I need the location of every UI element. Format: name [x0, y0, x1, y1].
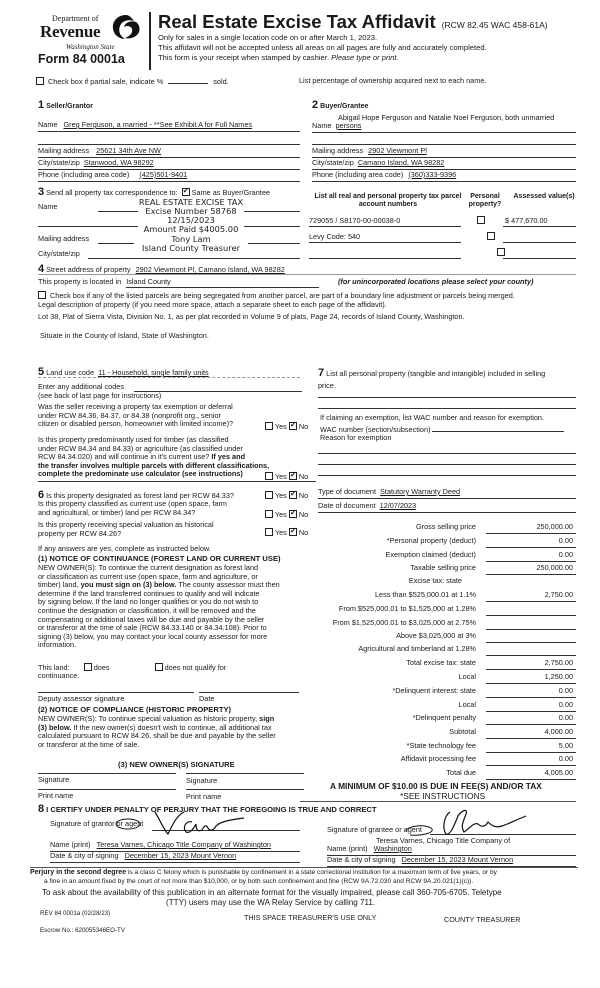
legal-description-line2[interactable]: Situate in the County of Island, State of Washington.	[40, 331, 209, 340]
grantee-agent-circle-icon	[402, 823, 436, 837]
fee-row-exemption: Exemption claimed (deduct) 0.00	[300, 551, 580, 564]
parcel-row-1-personal-checkbox[interactable]	[477, 216, 485, 224]
segregate-row: Check box if any of the listed parcels are being segregated from another parcel, are part of a boundary line adjustment or parcels being merged.	[38, 291, 515, 301]
document-date-field[interactable]: Date of document 12/07/2023	[318, 502, 576, 513]
parcel-row-2[interactable]: Levy Code: 540	[309, 233, 461, 243]
current-use-yes-no: Yes ✓ No	[265, 510, 308, 520]
parcel-row-1[interactable]: 729055 / S8170-00-00038-0	[309, 217, 461, 227]
grantee-date-value: December 15, 2023 Mount Vernon	[401, 855, 514, 864]
accessibility-line1: To ask about the availability of this publication in an alternate format for the visually impaired, please call 360-705-6705. Teletype	[42, 888, 502, 897]
property-street-row: 4 Street address of property 2902 Viewmont Pl, Camano Island, WA 98282	[38, 263, 576, 275]
seller-phone-field[interactable]: Phone (including area code) (425)501-9401	[38, 171, 300, 182]
perjury-notice: Perjury in the second degree is a class C felony which is punishable by confinement in a state correctional institution for a maximum term of five years, or by	[30, 869, 497, 876]
seller-phone-value: (425)501-9401	[139, 170, 188, 179]
title-text: Real Estate Excise Tax Affidavit	[158, 11, 436, 32]
dor-logo	[36, 12, 146, 52]
exemption-yes-no: Yes ✓ No	[265, 422, 308, 432]
parcel-row-1-value[interactable]: $ 477,670.00	[503, 217, 576, 227]
treasurer-use-label: THIS SPACE TREASURER'S USE ONLY	[244, 913, 377, 922]
legal-description-line1[interactable]: Lot 38, Plat of Sierra Vista, Division No. 1, as per plat recorded in Volume 9 of plats, Page 24, records of Island County, Washington.	[38, 312, 465, 321]
reason-line2[interactable]	[318, 464, 576, 465]
header-note-2: This affidavit will not be accepted unless all areas on all pages are fully and accurately completed.	[158, 43, 487, 52]
buyer-city-field[interactable]: City/state/zip Camano Island, WA 98282	[312, 159, 576, 170]
personal-property-label: 7 List all personal property (tangible and intangible) included in selling price.	[318, 367, 546, 390]
owner1-print-label: Print name	[38, 791, 74, 800]
grantor-signature-label: Signature of grantor or agent	[50, 819, 144, 828]
fee-row-local: Local 1,250.00	[300, 673, 580, 686]
exemption-yes-checkbox[interactable]	[265, 422, 273, 430]
land-does-checkbox[interactable]	[84, 663, 92, 671]
parcel-row-3[interactable]	[309, 249, 461, 259]
same-as-buyer-checkbox[interactable]	[182, 188, 190, 196]
corr-mailing-field[interactable]	[98, 235, 134, 244]
reason-line3[interactable]	[318, 475, 576, 476]
current-use-yes-checkbox[interactable]	[265, 510, 273, 518]
partial-sale-percent-input[interactable]	[168, 76, 208, 84]
fee-row-delinquent-interest-state: *Delinquent interest: state 0.00	[300, 687, 580, 700]
this-land-row: This land: does does not qualify for	[38, 663, 227, 672]
additional-codes-label: Enter any additional codes	[38, 382, 124, 391]
fee-row-tier1: Less than $525,000.01 at 1.1% 2,750.00	[300, 591, 580, 604]
corr-city-label: City/state/zip	[38, 249, 80, 258]
grantee-signature-label: Signature of grantee or agent	[327, 825, 422, 834]
partial-sale-label: Check box if partial sale, indicate %	[48, 77, 164, 86]
parcel-col-header: List all real and personal property tax parcel account numbers	[314, 193, 462, 209]
legal-description-label: Legal description of property (if you need more space, attach a separate sheet to each page of the affidavit).	[38, 300, 387, 309]
deputy-signature-label: Deputy assessor signature	[38, 694, 125, 703]
owner2-print-line[interactable]	[186, 789, 304, 790]
historic-question: Is this property receiving special valuation as historical property per RCW 84.26?	[38, 520, 214, 538]
exemption-no-checkbox[interactable]	[289, 422, 297, 430]
forest-question: 6 Is this property designated as forest land per RCW 84.33?	[38, 489, 234, 501]
grantor-name-field[interactable]: Name (print) Teresa Varnes, Chicago Title Company of Washington	[50, 841, 300, 852]
title-citation: (RCW 82.45 WAC 458-61A)	[441, 20, 548, 30]
page-title	[158, 11, 548, 33]
fee-row-tier3: From $1,525,000.01 to $3,025,000 at 2.75%	[300, 619, 580, 632]
land-does-not-checkbox[interactable]	[155, 663, 163, 671]
timber-yes-checkbox[interactable]	[265, 472, 273, 480]
notice-compliance-heading: (2) NOTICE OF COMPLIANCE (HISTORIC PROPERTY)	[38, 705, 232, 714]
if-yes-note: If any answers are yes, complete as instructed below.	[38, 544, 211, 553]
parcel-row-3-value[interactable]	[503, 249, 576, 259]
partial-sale-checkbox[interactable]	[36, 77, 44, 85]
fee-row-taxable: Taxable selling price 250,000.00	[300, 564, 580, 577]
land-use-code-select[interactable]: 11 - Household, single family units	[98, 368, 209, 377]
agency-state: Washington State	[66, 43, 115, 51]
seller-mailing-field[interactable]: Mailing address 25621 34th Ave NW	[38, 147, 300, 158]
corr-mailing-label: Mailing address	[38, 234, 90, 243]
fee-row-personal-property: *Personal property (deduct) 0.00	[300, 537, 580, 550]
corr-name-label: Name	[38, 202, 58, 211]
land-use-row: 5 Land use code 11 - Household, single family units	[38, 366, 300, 378]
buyer-name-line1: Abigail Hope Ferguson and Natalie Noel Ferguson, both unmarried	[338, 113, 555, 122]
buyer-heading: 2 Buyer/Grantee	[312, 99, 369, 111]
fee-row-total-due: Total due 4,005.00	[300, 769, 580, 782]
form-number: Form 84 0001a	[38, 52, 125, 66]
forest-yes-no: Yes ✓ No	[265, 491, 308, 501]
property-county-select[interactable]: Island County	[126, 278, 319, 288]
fee-row-gross: Gross selling price 250,000.00	[300, 523, 580, 536]
timber-no-checkbox[interactable]	[289, 472, 297, 480]
segregate-checkbox[interactable]	[38, 291, 46, 299]
document-type-value: Statutory Warranty Deed	[380, 487, 461, 496]
grantor-name-value: Teresa Varnes, Chicago Title Company of Washington	[96, 840, 271, 849]
assessed-col-header: Assessed value(s)	[513, 193, 575, 200]
buyer-name-line2[interactable]	[312, 134, 576, 145]
escrow-number: Escrow No.: 620055346EO-TV	[40, 927, 125, 934]
owner1-signature-line[interactable]	[38, 773, 176, 774]
grantee-name-value: Washington	[373, 844, 412, 853]
fee-row-delinquent-penalty: *Delinquent penalty 0.00	[300, 714, 580, 727]
fee-row-subtotal: Subtotal 4,000.00	[300, 728, 580, 741]
certification-heading: 8 I CERTIFY UNDER PENALTY OF PERJURY THAT THE FOREGOING IS TRUE AND CORRECT	[38, 803, 377, 815]
partial-sale-suffix: sold.	[213, 77, 229, 86]
see-instructions: *SEE INSTRUCTIONS	[400, 791, 486, 801]
buyer-phone-field[interactable]: Phone (including area code) (360)333-9396	[312, 171, 576, 182]
footer-rule	[30, 867, 578, 868]
corr-name-line2-right[interactable]	[244, 218, 300, 227]
timber-question: Is this property predominantly used for timber (as classified under RCW 84.34 and 84.33) or agriculture (as classified under RCW 84.34.020) and will continue in it's current use? If yes and the transfer involves multiple parcels with different classifications, complete the predominate use calculator (see instructions)	[38, 435, 270, 479]
parcel-row-2-value[interactable]	[503, 233, 576, 243]
partial-sale-row	[36, 76, 229, 87]
seller-heading: 1 Seller/Grantor	[38, 99, 93, 111]
timber-yes-no: Yes ✓ No	[265, 472, 308, 482]
owner1-print-line[interactable]	[38, 789, 176, 790]
corr-mailing-field-right[interactable]	[248, 235, 300, 244]
grantor-signature-scribble-icon	[150, 808, 260, 838]
corr-name-field-left[interactable]	[98, 203, 138, 212]
current-use-question: Is this property classified as current use (open space, farm and agricultural, or timber) land per RCW 84.34?	[38, 499, 227, 517]
exemption-instructions: If claiming an exemption, list WAC number and reason for exemption.	[320, 413, 545, 422]
seller-name-value: Greg Ferguson, a married - **See Exhibit A for Full Names	[63, 120, 253, 129]
personal-property-line2[interactable]	[318, 408, 576, 409]
seller-city-value: Stanwood, WA 98292	[83, 158, 154, 167]
property-located-row: This property is located in Island County	[38, 278, 319, 288]
historic-yes-no: Yes ✓ No	[265, 528, 308, 538]
correspondence-heading: 3 Send all property tax correspondence to: ✓ Same as Buyer/Grantee	[38, 186, 270, 199]
fee-row-processing-fee: Affidavit processing fee 0.00	[300, 755, 580, 768]
notice-compliance-body: NEW OWNER(S): To continue special valuation as historic property, sign (3) below. If the new owner(s) doesn't wish to continue, all additional tax calculated pursuant to RCW 84.26, shall be due and payable by the seller or transferor at the time of sale.	[38, 714, 276, 749]
current-use-no-checkbox[interactable]	[289, 510, 297, 518]
buyer-mailing-value: 2902 Viewmont Pl	[368, 146, 427, 155]
property-street-value[interactable]: 2902 Viewmont Pl, Camano Island, WA 98282	[135, 265, 285, 274]
owner2-signature-line[interactable]	[186, 773, 304, 774]
grantee-date-field[interactable]: Date & city of signing December 15, 2023 Mount Vernon	[327, 856, 576, 867]
wac-row: WAC number (section/subsection)	[320, 424, 564, 435]
buyer-phone-value: (360)333-9396	[408, 170, 457, 179]
seller-name-line2[interactable]	[38, 134, 300, 145]
reason-label: Reason for exemption	[320, 433, 392, 442]
grantor-date-value: December 15, 2023 Mount Vernon	[124, 851, 237, 860]
treasurer-stamp: REAL ESTATE EXCISE TAX Excise Number 58768 12/15/2023 Amount Paid $4005.00 Tony Lam Island County Treasurer	[138, 197, 244, 253]
seller-mailing-value: 25621 34th Ave NW	[96, 146, 161, 155]
document-date-value: 12/07/2023	[379, 501, 417, 510]
notice-continuance-body: NEW OWNER(S): To continue the current designation as forest land or classification as current use (open space, farm and agriculture, or timber) land, you must sign on (3) below. The county assessor must then determine if the land transferred continues to qualify and will indicate by signing below. If the land no longer qualifies or you do not wish to continue the designation or classification, it will be removed and the compensating or additional taxes will be due and payable by the seller or transferor at the time of sale (RCW 84.33.140 or 84.34.108). Prior to signing (3) below, you may contact your local county assessor for more information.	[38, 563, 280, 650]
deputy-date-line[interactable]	[199, 692, 299, 693]
grantee-name-line1: Teresa Varnes, Chicago Title Company of	[376, 836, 511, 845]
rev-number: REV 84 0001a (02/28/23)	[40, 910, 111, 917]
new-owner-signature-heading: (3) NEW OWNER(S) SIGNATURE	[118, 760, 235, 769]
fee-row-total-state: Total excise tax: state 2,750.00	[300, 659, 580, 672]
owner2-signature-label: Signature	[186, 776, 218, 785]
header-note-1: Only for sales in a single location code on or after March 1, 2023.	[158, 33, 378, 42]
exemption-question: Was the seller receiving a property tax exemption or deferral under RCW 84.36, 84.37, or 84.38 (nonprofit org., senior citizen or disabled person, homeowner with limited income)?	[38, 402, 234, 429]
fee-row-delinquent-interest-local: Local 0.00	[300, 701, 580, 714]
fee-row-tier4: Above $3,025,000 at 3%	[300, 632, 580, 645]
notice-continuance-heading: (1) NOTICE OF CONTINUANCE (FOREST LAND OR CURRENT USE)	[38, 554, 281, 563]
ownership-note: List percentage of ownership acquired next to each name.	[299, 76, 487, 85]
buyer-mailing-field[interactable]: Mailing address 2902 Viewmont Pl	[312, 147, 576, 158]
deputy-signature-line[interactable]	[38, 692, 194, 693]
county-treasurer-label: COUNTY TREASURER	[444, 915, 521, 924]
buyer-name-value: persons	[335, 121, 362, 130]
certification-top-rule	[300, 801, 576, 802]
buyer-name-field[interactable]: Name persons	[312, 122, 576, 133]
owner1-signature-label: Signature	[38, 775, 70, 784]
grantor-date-field[interactable]: Date & city of signing December 15, 2023 Mount Vernon	[50, 852, 300, 863]
agency-line2: Revenue	[40, 22, 101, 41]
fee-row-technology-fee: *State technology fee 5.00	[300, 742, 580, 755]
corr-name-field-right[interactable]	[244, 203, 300, 212]
corr-name-line2-left[interactable]	[38, 218, 138, 227]
forest-yes-checkbox[interactable]	[265, 491, 273, 499]
buyer-city-value: Camano Island, WA 98282	[357, 158, 445, 167]
document-type-field[interactable]: Type of document Statutory Warranty Deed	[318, 488, 576, 499]
perjury-notice-line2: a fine in an amount fixed by the court of not more than $10,000, or by both such confinement and fine (RCW 9A.72.030 and RCW 9A.20.021(1)(c)).	[44, 878, 474, 885]
personal-property-line1[interactable]	[318, 397, 576, 398]
fee-row-agricultural: Agricultural and timberland at 1.28%	[300, 645, 580, 658]
seller-city-field[interactable]: City/state/zip Stanwood, WA 98292	[38, 159, 300, 170]
agency-line1: Department of	[52, 14, 99, 23]
additional-codes-note: (see back of last page for instructions)	[38, 391, 162, 400]
header-divider	[149, 12, 151, 70]
parcel-row-2-personal-checkbox[interactable]	[487, 232, 495, 240]
agent-circle-icon	[114, 818, 142, 830]
seller-name-field[interactable]: Name Greg Ferguson, a married - **See Exhibit A for Full Names	[38, 121, 300, 132]
continuance-label: continuance.	[38, 671, 80, 680]
deputy-date-label: Date	[199, 694, 215, 703]
reason-line1[interactable]	[318, 453, 576, 454]
dor-swirl-icon	[110, 14, 142, 40]
property-located-note: (for unincorporated locations please select your county)	[338, 277, 534, 286]
grantee-signature-scribble-icon	[430, 806, 540, 838]
personal-col-header: Personal property?	[468, 193, 502, 209]
grantee-name-field[interactable]: Name (print) Washington	[327, 845, 576, 856]
owner2-print-label: Print name	[186, 792, 222, 801]
historic-yes-checkbox[interactable]	[265, 528, 273, 536]
minimum-due-notice: A MINIMUM OF $10.00 IS DUE IN FEE(S) AND/OR TAX	[330, 781, 542, 791]
fee-row-excise-state-label: Excise tax: state	[408, 576, 462, 585]
accessibility-line2: (TTY) users may use the WA Relay Service by calling 711.	[166, 898, 376, 907]
header-note-3: This form is your receipt when stamped by cashier. Please type or print.	[158, 53, 399, 62]
wac-number-input[interactable]	[432, 424, 564, 432]
historic-no-checkbox[interactable]	[289, 528, 297, 536]
fee-row-tier2: From $525,000.01 to $1,525,000 at 1.28%	[300, 605, 580, 618]
forest-no-checkbox[interactable]	[289, 491, 297, 499]
